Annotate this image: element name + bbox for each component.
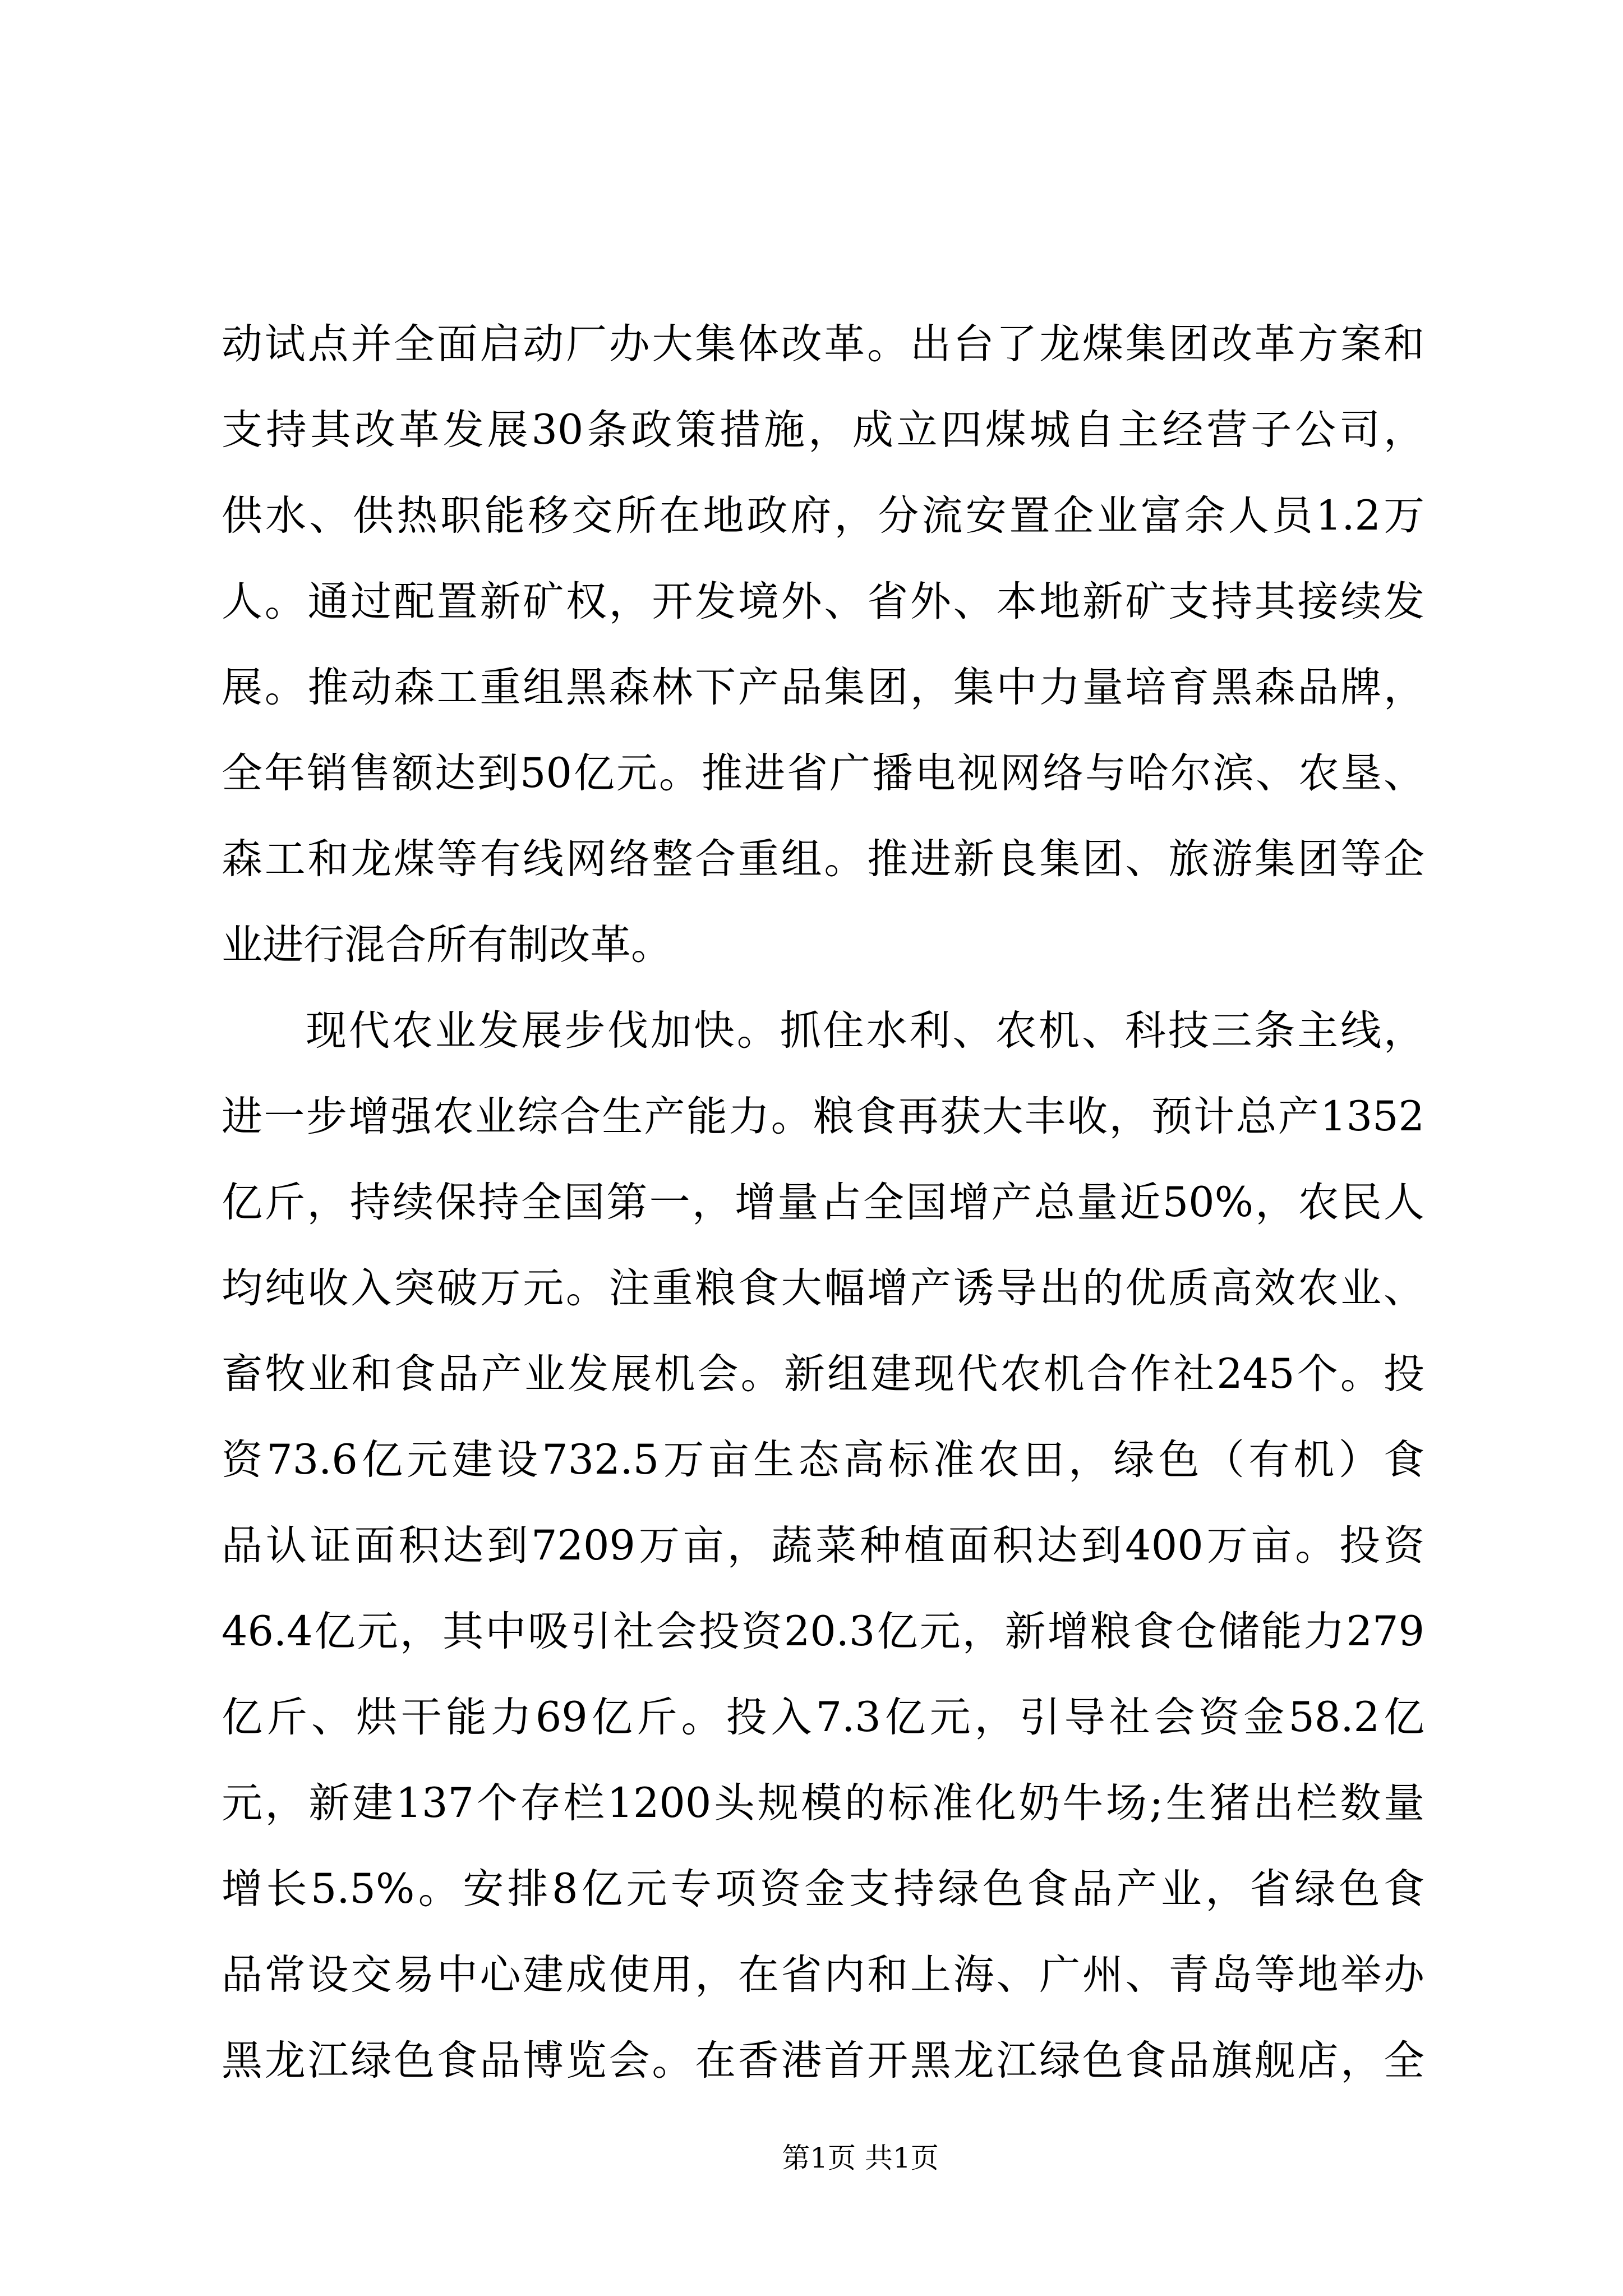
text-line: 品认证面积达到7209万亩，蔬菜种植面积达到400万亩。投资 [222, 1522, 1424, 1570]
text-line: 资73.6亿元建设732.5万亩生态高标准农田，绿色（有机）食 [222, 1436, 1424, 1484]
paragraph-reform [222, 301, 1424, 988]
text-line: 供水、供热职能移交所在地政府，分流安置企业富余人员1.2万 [222, 492, 1424, 540]
text-line: 支持其改革发展30条政策措施，成立四煤城自主经营子公司， [222, 406, 1424, 454]
text-line: 品常设交易中心建成使用，在省内和上海、广州、青岛等地举办 [222, 1951, 1424, 1999]
text-line: 增长5.5%。安排8亿元专项资金支持绿色食品产业，省绿色食 [222, 1865, 1424, 1913]
text-line: 展。推动森工重组黑森林下产品集团，集中力量培育黑森品牌， [222, 664, 1424, 711]
text-line: 亿斤，持续保持全国第一，增量占全国增产总量近50%，农民人 [222, 1179, 1424, 1226]
text-line: 黑龙江绿色食品博览会。在香港首开黑龙江绿色食品旗舰店，全 [222, 2037, 1424, 2085]
text-line: 动试点并全面启动厂办大集体改革。出台了龙煤集团改革方案和 [222, 320, 1424, 368]
paragraph-modern-agriculture [222, 988, 1424, 2104]
document-body [222, 301, 1424, 2104]
text-line: 46.4亿元，其中吸引社会投资20.3亿元，新增粮食仓储能力279 [222, 1608, 1424, 1655]
text-line: 人。通过配置新矿权，开发境外、省外、本地新矿支持其接续发 [222, 578, 1424, 625]
text-line: 业进行混合所有制改革。 [222, 921, 672, 969]
text-line: 畜牧业和食品产业发展机会。新组建现代农机合作社245个。投 [222, 1350, 1424, 1398]
text-line: 现代农业发展步伐加快。抓住水利、农机、科技三条主线， [306, 1007, 1424, 1055]
page-number-footer: 第1页 共1页 [782, 2142, 939, 2174]
text-line: 进一步增强农业综合生产能力。粮食再获大丰收，预计总产1352 [222, 1093, 1424, 1140]
text-line: 全年销售额达到50亿元。推进省广播电视网络与哈尔滨、农垦、 [222, 749, 1424, 797]
text-line: 元，新建137个存栏1200头规模的标准化奶牛场;生猪出栏数量 [222, 1779, 1424, 1827]
text-line: 亿斤、烘干能力69亿斤。投入7.3亿元，引导社会资金58.2亿 [222, 1694, 1424, 1741]
text-line: 森工和龙煤等有线网络整合重组。推进新良集团、旅游集团等企 [222, 835, 1424, 883]
text-line: 均纯收入突破万元。注重粮食大幅增产诱导出的优质高效农业、 [222, 1264, 1424, 1312]
